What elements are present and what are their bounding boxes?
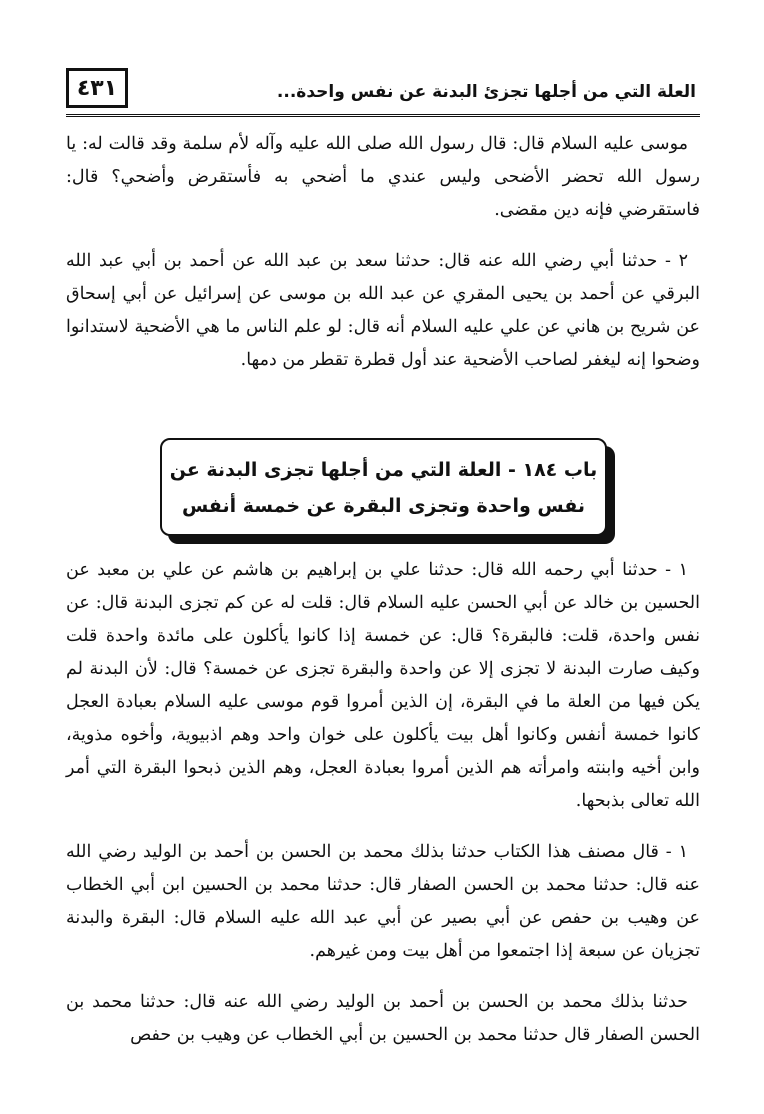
running-header: [66, 70, 700, 117]
page-number: ٤٣١: [66, 68, 128, 108]
text-block-top: [66, 128, 700, 395]
chapter-heading-line-2: نفس واحدة وتجزى البقرة عن خمسة أنفس: [181, 495, 586, 517]
chapter-heading-line-1: باب ١٨٤ - العلة التي من أجلها تجزى البدنة عن: [169, 459, 598, 481]
paragraph: موسى عليه السلام قال: قال رسول الله صلى الله عليه وآله لأم سلمة وقد قالت له: يا رسول الله تحضر الأضحى وليس عندي ما أضحي به فأستقرض وأضحي؟ قال: فاستقرضي فإنه دين مقضى.: [66, 134, 700, 220]
header-title: العلة التي من أجلها تجزئ البدنة عن نفس واحدة...: [276, 82, 696, 102]
paragraph: ١ - حدثنا أبي رحمه الله قال: حدثنا علي بن إبراهيم بن هاشم عن علي بن معبد عن الحسين بن خالد عن أبي الحسن عليه السلام قال: قلت له عن كم تجزى البدنة قال: عن نفس واحدة، قلت: فالبقرة؟ قال: عن خمسة إذا كانوا يأكلون على مائدة واحدة قلت وكيف صارت البدنة لا تجزى إلا عن واحدة والبقرة تجزى عن خمسة؟ قال: لأن البدنة لم يكن فيها من العلة ما في البقرة، إن الذين أمروا قوم موسى عليه السلام بعبادة العجل كانوا خمسة أنفس وكانوا أهل بيت يأكلون على خوان واحد وهم اذبيوية، وأخوه مذوية، وابن أخيه وابنته وامرأته هم الذين أمروا بعبادة العجل، وهم الذين ذبحوا البقرة التي أمر الله تعالى بذبحها.: [66, 560, 700, 811]
chapter-heading: [160, 438, 607, 536]
paragraph: ١ - قال مصنف هذا الكتاب حدثنا بذلك محمد بن الحسن بن أحمد بن الوليد رضي الله عنه قال: حدثنا محمد بن الحسن الصفار قال: حدثنا محمد بن الحسين ابن أبي الخطاب عن وهيب بن حفص عن أبي بصير عن أبي عبد الله عليه السلام قال: البقرة والبدنة تجزيان عن سبعة إذا اجتمعوا من أهل بيت ومن غيرهم.: [66, 842, 700, 961]
chapter-heading-box: [160, 438, 607, 536]
paragraph: ٢ - حدثنا أبي رضي الله عنه قال: حدثنا سعد بن عبد الله عن أحمد بن أبي عبد الله البرقي عن أحمد بن يحيى المقري عن عبد الله بن موسى عن إسرائيل عن أبي إسحاق عن شريح بن هاني عن علي عليه السلام أنه قال: لو علم الناس ما هي الأضحية لاستدانوا وضحوا إنه ليغفر لصاحب الأضحية عند أول قطرة تقطر من دمها.: [66, 251, 700, 370]
paragraph: حدثنا بذلك محمد بن الحسن بن أحمد بن الوليد رضي الله عنه قال: حدثنا محمد بن الحسن الصفار قال حدثنا محمد بن الحسين بن أبي الخطاب عن وهيب بن حفص: [66, 992, 700, 1045]
text-block-bottom: [66, 554, 700, 1070]
